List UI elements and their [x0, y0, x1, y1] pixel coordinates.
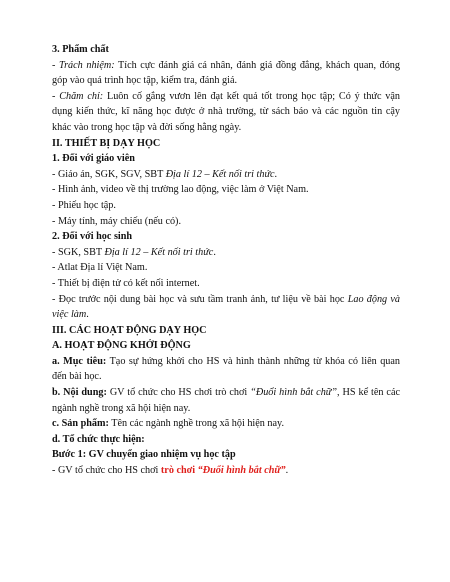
document-page [52, 42, 400, 479]
subheading-warmup: A. HOẠT ĐỘNG KHỞI ĐỘNG [52, 340, 191, 352]
highlight-text: trò chơi [160, 465, 198, 477]
term-label: - Trách nhiệm: [52, 59, 115, 71]
item-text: . [274, 168, 278, 180]
paragraph-responsibility [52, 58, 400, 89]
list-item [52, 245, 400, 261]
lesson-title: Lao động và việc làm [52, 293, 401, 321]
item-text: . [213, 246, 216, 258]
list-item [52, 167, 400, 183]
term-label: c. Sản phẩm: [52, 418, 109, 430]
item-text: - Đọc trước nội dung bài học và sưu tầm tranh ảnh, tư liệu về bài học [52, 293, 348, 305]
section-heading-qualities: 3. Phẩm chất [52, 44, 109, 55]
paragraph-text: Luôn cố gắng vươn lên đạt kết quả tốt trong học tập; Có ý thức vận dụng kiến thức, kĩ năng học được ở nhà trường, từ sách báo và các nguồn tin cậy khác vào trong học tập và đời sống hằng ngày. [52, 90, 400, 133]
paragraph-diligence [52, 89, 400, 136]
highlight-game-name: “Đuổi hình bắt chữ” [197, 465, 286, 477]
subheading-teacher: 1. Đối với giáo viên [52, 153, 135, 165]
paragraph-product [52, 416, 400, 432]
subheading-organization: d. Tổ chức thực hiện: [52, 433, 145, 445]
list-item: - Máy tính, máy chiếu (nếu có). [52, 215, 182, 227]
paragraph-text: , HS kể tên các ngành nghề trong xã hội hiện nay. [52, 387, 400, 414]
paragraph-content [52, 385, 400, 416]
item-text: - Giáo án, SGK, SGV, SBT [52, 168, 166, 180]
game-name: “Đuổi hình bắt chữ” [250, 387, 338, 399]
paragraph-text: Tên các ngành nghề trong xã hội hiện nay. [108, 418, 285, 430]
book-title: Địa lí 12 – Kết nối tri thức [104, 246, 214, 258]
section-heading-equipment: II. THIẾT BỊ DẠY HỌC [52, 137, 161, 149]
section-heading-activities: III. CÁC HOẠT ĐỘNG DẠY HỌC [52, 324, 207, 336]
paragraph-text: Tích cực đánh giá cá nhân, đánh giá đồng đẳng, khách quan, đóng góp vào quá trình học tập, kiểm tra, đánh giá. [52, 59, 400, 87]
list-item: - Hình ảnh, video về thị trường lao động, việc làm ở Việt Nam. [52, 184, 309, 196]
book-title: Địa lí 12 – Kết nối tri thức [165, 168, 275, 180]
list-item [52, 292, 400, 323]
term-label: b. Nội dung: [52, 387, 107, 399]
list-item: - Atlat Địa lí Việt Nam. [52, 262, 148, 274]
item-text: - GV tổ chức cho HS chơi [52, 465, 161, 477]
term-label: - Chăm chỉ: [52, 90, 104, 102]
item-text: - SGK, SBT [52, 246, 105, 258]
subheading-student: 2. Đối với học sinh [52, 231, 133, 243]
item-text: . [285, 465, 289, 477]
step-heading: Bước 1: GV chuyển giao nhiệm vụ học tập [52, 449, 236, 461]
term-label: a. Mục tiêu: [52, 355, 107, 367]
list-item: - Thiết bị điện tử có kết nối internet. [52, 277, 200, 289]
list-item: - Phiếu học tập. [52, 199, 116, 211]
list-item [52, 463, 400, 479]
paragraph-text: Tạo sự hứng khởi cho HS và hình thành những từ khóa có liên quan đến bài học. [52, 355, 401, 383]
item-text: . [86, 309, 89, 321]
paragraph-text: GV tổ chức cho HS chơi trò chơi [106, 387, 251, 399]
paragraph-objective [52, 354, 400, 385]
